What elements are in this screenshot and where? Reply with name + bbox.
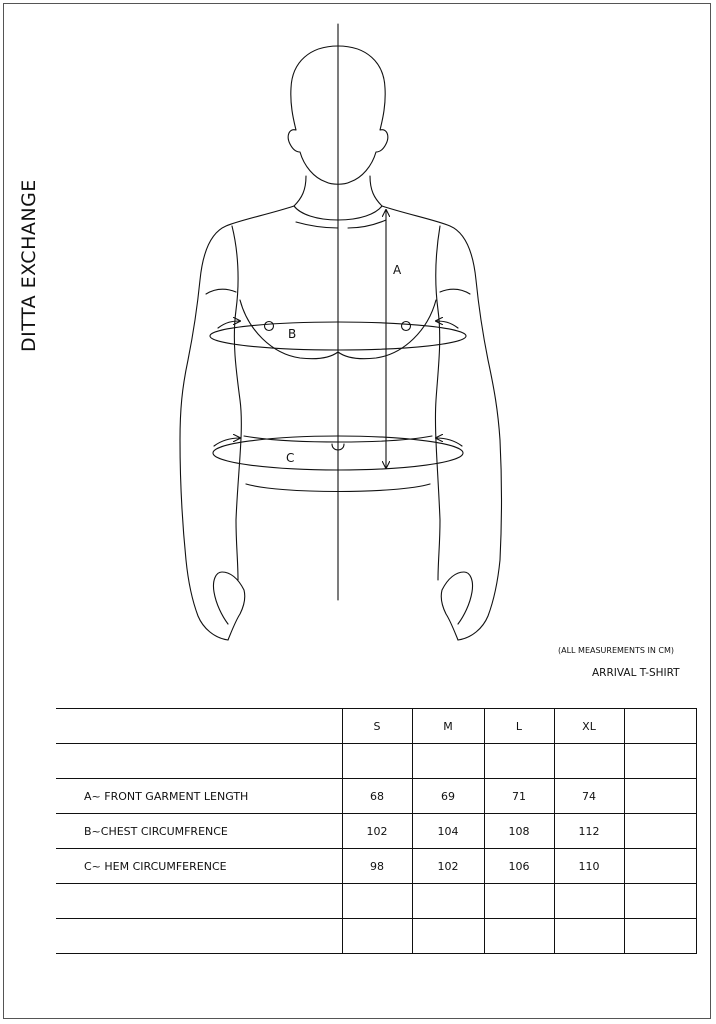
label-b: B bbox=[288, 327, 297, 341]
empty-cell bbox=[412, 884, 484, 919]
empty-cell bbox=[56, 744, 342, 779]
measurement-value: 112 bbox=[554, 814, 624, 849]
empty-cell bbox=[412, 919, 484, 954]
empty-cell bbox=[342, 884, 412, 919]
empty-cell bbox=[484, 884, 554, 919]
empty-cell bbox=[484, 919, 554, 954]
size-header: M bbox=[412, 709, 484, 744]
measurement-value: 108 bbox=[484, 814, 554, 849]
size-header: S bbox=[342, 709, 412, 744]
table-row bbox=[56, 779, 696, 814]
empty-cell bbox=[56, 884, 342, 919]
measurement-value: 68 bbox=[342, 779, 412, 814]
measurement-value: 104 bbox=[412, 814, 484, 849]
measurement-value: 98 bbox=[342, 849, 412, 884]
left-arm-outline bbox=[180, 206, 297, 640]
empty-cell bbox=[56, 919, 342, 954]
empty-cell bbox=[554, 884, 624, 919]
measurement-value: 102 bbox=[412, 849, 484, 884]
empty-cell bbox=[624, 884, 696, 919]
empty-cell bbox=[342, 744, 412, 779]
product-name: ARRIVAL T-SHIRT bbox=[592, 667, 680, 679]
label-a: A bbox=[393, 263, 402, 277]
table-header-row bbox=[56, 709, 696, 744]
measurement-note: (ALL MEASUREMENTS IN CM) bbox=[558, 646, 674, 655]
empty-cell bbox=[624, 744, 696, 779]
table-row bbox=[56, 849, 696, 884]
brand-title: DITTA EXCHANGE bbox=[18, 179, 40, 352]
measurement-value: 69 bbox=[412, 779, 484, 814]
size-header: XL bbox=[554, 709, 624, 744]
empty-cell bbox=[624, 814, 696, 849]
empty-cell bbox=[624, 919, 696, 954]
empty-cell bbox=[624, 849, 696, 884]
empty-cell bbox=[342, 919, 412, 954]
table-row bbox=[56, 814, 696, 849]
empty-cell bbox=[412, 744, 484, 779]
empty-cell bbox=[624, 779, 696, 814]
size-chart-table bbox=[56, 708, 697, 954]
header-blank bbox=[56, 709, 342, 744]
right-nipple bbox=[402, 322, 411, 331]
label-c: C bbox=[286, 451, 295, 465]
measurement-value: 102 bbox=[342, 814, 412, 849]
measurement-value: 110 bbox=[554, 849, 624, 884]
empty-cell bbox=[554, 919, 624, 954]
measurement-value: 106 bbox=[484, 849, 554, 884]
left-nipple bbox=[265, 322, 274, 331]
table-row bbox=[56, 919, 696, 954]
table-row bbox=[56, 884, 696, 919]
measurement-value: 74 bbox=[554, 779, 624, 814]
empty-cell bbox=[624, 709, 696, 744]
measurement-name: B~CHEST CIRCUMFRENCE bbox=[56, 814, 342, 849]
measurement-name: A~ FRONT GARMENT LENGTH bbox=[56, 779, 342, 814]
empty-cell bbox=[554, 744, 624, 779]
measurement-name: C~ HEM CIRCUMFERENCE bbox=[56, 849, 342, 884]
table-row bbox=[56, 744, 696, 779]
empty-cell bbox=[484, 744, 554, 779]
size-header: L bbox=[484, 709, 554, 744]
measurement-value: 71 bbox=[484, 779, 554, 814]
